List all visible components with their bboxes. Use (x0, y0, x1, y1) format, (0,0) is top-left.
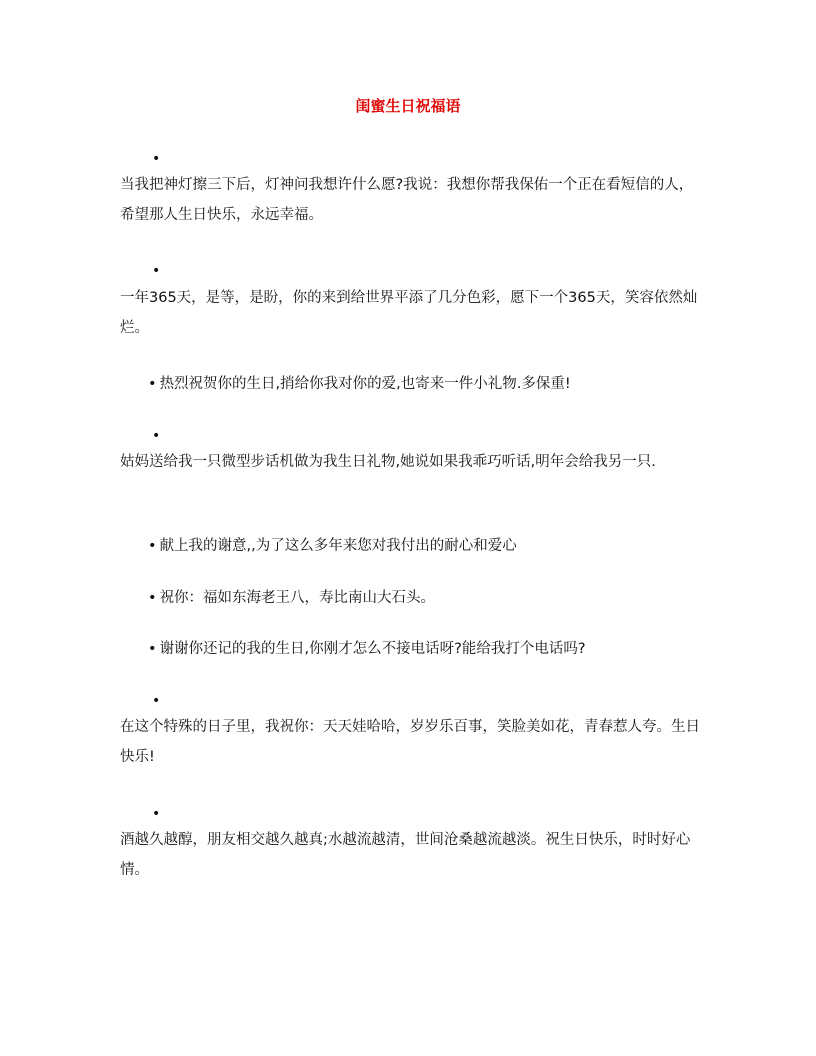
list-item-text: 在这个特殊的日子里，我祝你：天天娃哈哈，岁岁乐百事，笑脸美如花，青春惹人夸。生日快乐! (120, 719, 700, 765)
bullet-marker: • (148, 376, 157, 392)
bullet-marker: • (148, 590, 157, 606)
list-item-text: 酒越久越醇，朋友相交越久越真;水越流越清，世间沧桑越流越淡。祝生日快乐，时时好心情。 (120, 832, 691, 878)
bullet-marker: • (148, 538, 157, 554)
list-item-text: 当我把神灯擦三下后，灯神问我想许什么愿?我说：我想你帮我保佑一个正在看短信的人，希望那人生日快乐，永远幸福。 (120, 177, 694, 223)
list-item-text: 一年365天，是等，是盼，你的来到给世界平添了几分色彩，愿下一个365天，笑容依然灿烂。 (120, 290, 698, 336)
list-item (148, 638, 728, 660)
bullet-marker: • (152, 806, 161, 822)
bullet-marker: • (152, 693, 161, 709)
list-item-text: 祝你：福如东海老王八，寿比南山大石头。 (159, 590, 436, 606)
list-item-text: 姑妈送给我一只微型步话机做为我生日礼物,她说如果我乖巧听话,明年会给我另一只. (120, 454, 656, 470)
bullet-marker: • (148, 641, 157, 657)
list-item (148, 535, 728, 557)
list-item (148, 373, 728, 395)
bullet-marker: • (152, 263, 161, 279)
list-item (148, 587, 728, 609)
document-title: 闺蜜生日祝福语 (355, 97, 461, 115)
bullet-marker: • (152, 151, 161, 167)
list-item-text: 谢谢你还记的我的生日,你刚才怎么不接电话呀?能给我打个电话吗? (159, 641, 586, 657)
list-item-text: 热烈祝贺你的生日,捎给你我对你的爱,也寄来一件小礼物.多保重! (159, 376, 571, 392)
list-item-text: 献上我的谢意,,为了这么多年来您对我付出的耐心和爱心 (159, 538, 517, 554)
bullet-marker: • (152, 428, 161, 444)
